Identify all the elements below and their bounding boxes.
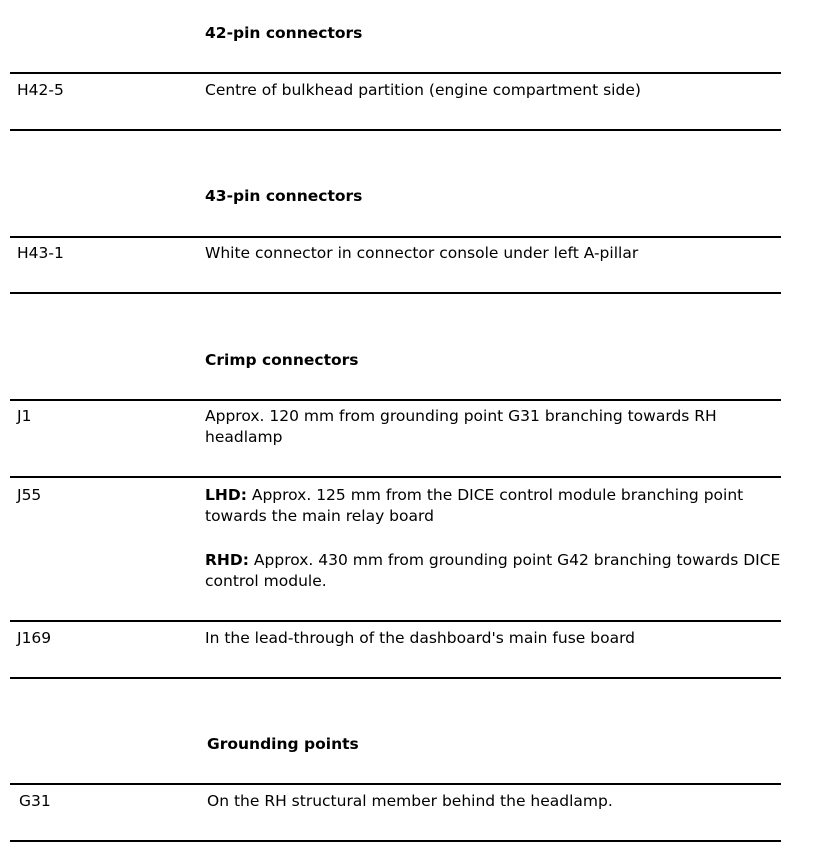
table-rule [10,129,781,131]
row-code-h42-5: H42-5 [17,81,64,99]
section-heading-crimp: Crimp connectors [205,351,359,369]
table-rule [10,840,781,842]
table-rule [10,783,781,785]
table-rule [10,620,781,622]
table-rule [10,476,781,478]
row-desc-j169: In the lead-through of the dashboard's main fuse board [205,629,636,647]
lhd-label: LHD: [205,486,247,504]
row-desc-h43-1: White connector in connector console under left A-pillar [205,244,639,262]
table-rule [10,399,781,401]
row-desc-j55 [205,485,783,592]
table-rule [10,72,781,74]
row-code-j169: J169 [17,629,52,647]
section-heading-43-pin: 43-pin connectors [205,187,363,205]
rhd-label: RHD: [205,551,249,569]
table-rule [10,236,781,238]
row-desc-j1: Approx. 120 mm from grounding point G31 branching towards RH headlamp [205,407,717,446]
section-heading-grounding: Grounding points [207,735,359,753]
row-desc-g31: On the RH structural member behind the headlamp. [207,792,613,810]
lhd-text: Approx. 125 mm from the DICE control module branching point towards the main relay board [205,486,744,525]
row-code-j1: J1 [17,407,32,425]
section-heading-42-pin: 42-pin connectors [205,24,363,42]
rhd-paragraph [205,550,783,592]
lhd-paragraph [205,485,783,527]
row-code-j55: J55 [17,486,42,504]
row-code-g31: G31 [19,792,51,810]
row-desc-h42-5: Centre of bulkhead partition (engine compartment side) [205,81,641,99]
row-code-h43-1: H43-1 [17,244,64,262]
rhd-text: Approx. 430 mm from grounding point G42 branching towards DICE control module. [205,551,781,590]
table-rule [10,677,781,679]
table-rule [10,292,781,294]
